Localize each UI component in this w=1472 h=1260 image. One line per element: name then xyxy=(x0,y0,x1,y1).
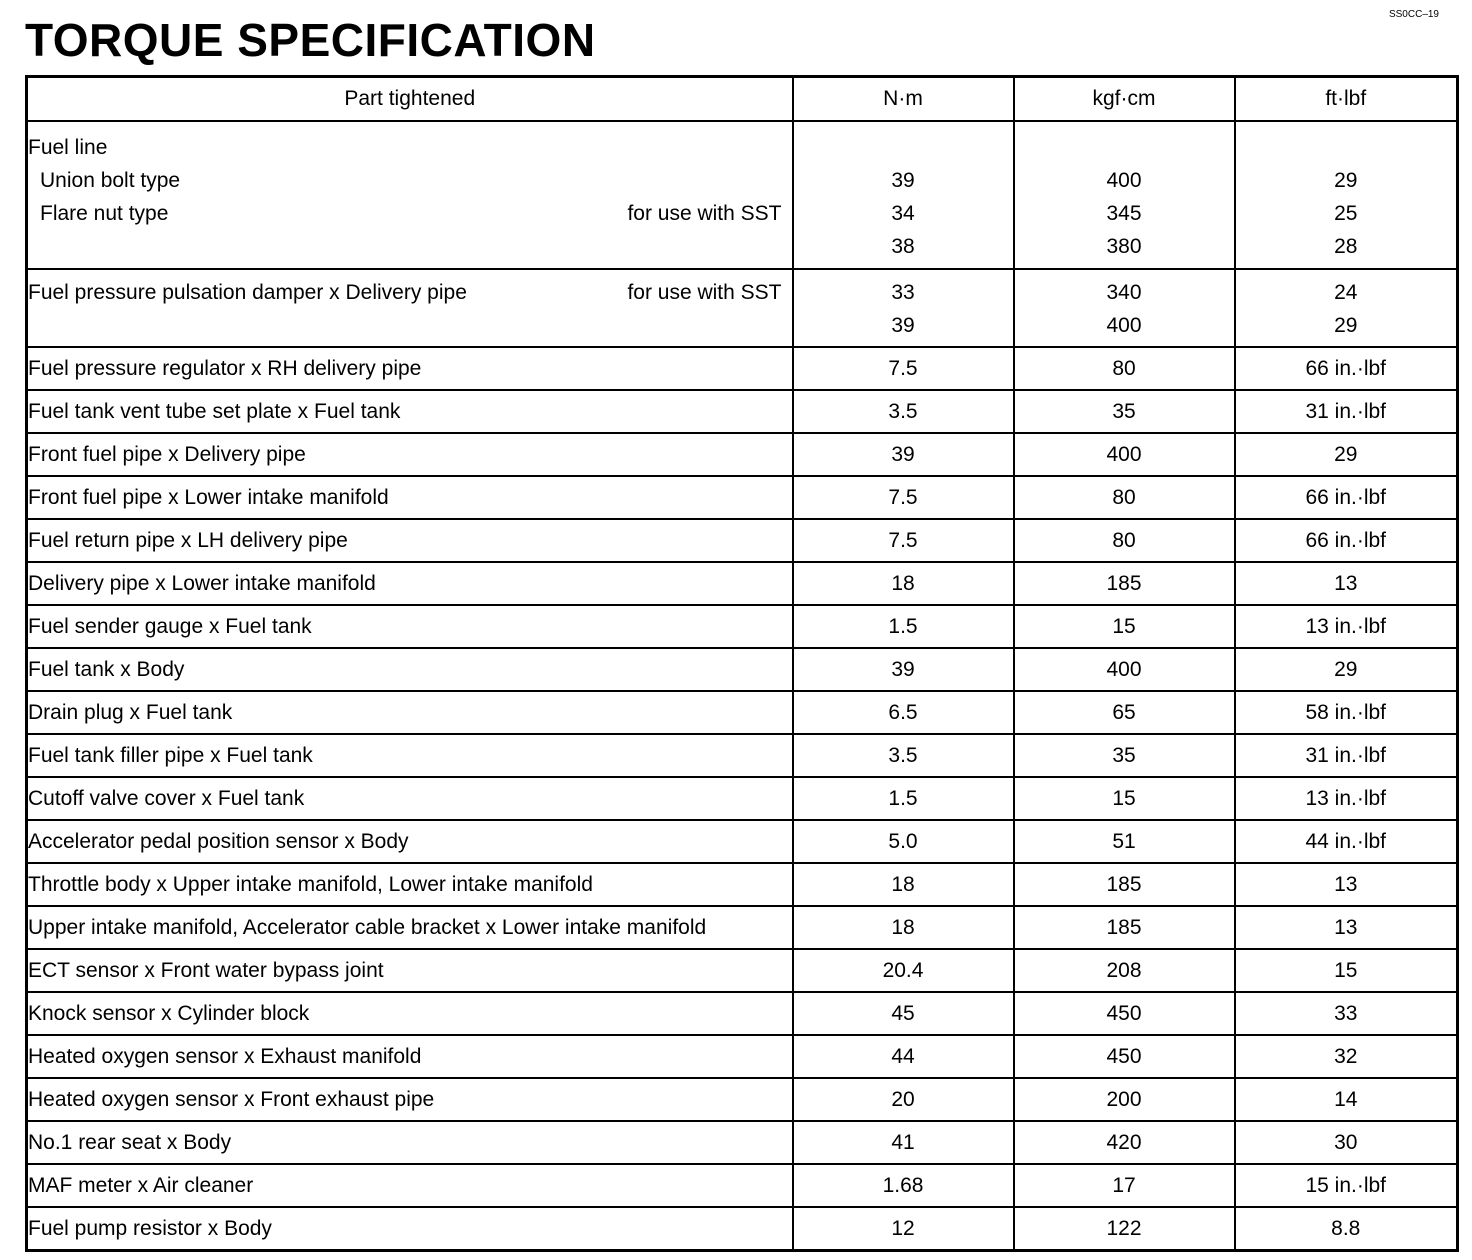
value-ftlbf: 66 in.·lbf xyxy=(1235,347,1458,390)
value-kgfcm: 122 xyxy=(1014,1207,1235,1251)
table-row xyxy=(27,433,1458,476)
table-row xyxy=(27,1035,1458,1078)
value-kgfcm: 35 xyxy=(1014,390,1235,433)
value-nm: 18 xyxy=(793,906,1014,949)
value-nm: 34 xyxy=(891,202,915,225)
value-kgfcm: 15 xyxy=(1014,777,1235,820)
part-cell: No.1 rear seat x Body xyxy=(27,1121,793,1164)
value-kgfcm: 35 xyxy=(1014,734,1235,777)
value-ftlbf: 29 xyxy=(1235,648,1458,691)
table-row xyxy=(27,648,1458,691)
page-title: TORQUE SPECIFICATION xyxy=(25,14,596,66)
value-kgfcm: 400 xyxy=(1106,314,1142,337)
table-row xyxy=(27,390,1458,433)
part-cell: Front fuel pipe x Lower intake manifold xyxy=(27,476,793,519)
value-kgfcm: 450 xyxy=(1014,992,1235,1035)
part-cell: Fuel pressure regulator x RH delivery pipe xyxy=(27,347,793,390)
part-cell: Accelerator pedal position sensor x Body xyxy=(27,820,793,863)
table-row xyxy=(27,691,1458,734)
fuel-line-kgfcm-cell xyxy=(1014,121,1235,269)
value-kgfcm: 80 xyxy=(1014,519,1235,562)
value-ftlbf: 13 xyxy=(1235,906,1458,949)
value-kgfcm: 420 xyxy=(1014,1121,1235,1164)
fuel-line-ftlbf-cell xyxy=(1235,121,1458,269)
part-cell: Fuel sender gauge x Fuel tank xyxy=(27,605,793,648)
value-kgfcm: 208 xyxy=(1014,949,1235,992)
torque-spec-table xyxy=(25,75,1459,1252)
header-nm: N·m xyxy=(793,77,1014,122)
part-cell: Delivery pipe x Lower intake manifold xyxy=(27,562,793,605)
value-kgfcm: 51 xyxy=(1014,820,1235,863)
value-kgfcm: 185 xyxy=(1014,562,1235,605)
sst-note: for use with SST xyxy=(627,202,782,225)
table-row xyxy=(27,777,1458,820)
part-cell: Heated oxygen sensor x Exhaust manifold xyxy=(27,1035,793,1078)
value-ftlbf: 29 xyxy=(1235,433,1458,476)
value-nm: 20.4 xyxy=(793,949,1014,992)
table-row xyxy=(27,1121,1458,1164)
part-cell: MAF meter x Air cleaner xyxy=(27,1164,793,1207)
table-row xyxy=(27,605,1458,648)
table-row xyxy=(27,347,1458,390)
part-cell: Fuel return pipe x LH delivery pipe xyxy=(27,519,793,562)
value-nm: 6.5 xyxy=(793,691,1014,734)
damper-row xyxy=(27,269,1458,347)
value-nm: 39 xyxy=(891,314,915,337)
flare-nut-type-line xyxy=(28,197,792,230)
table-row xyxy=(27,863,1458,906)
header-part-tightened: Part tightened xyxy=(27,77,793,122)
value-kgfcm: 80 xyxy=(1014,476,1235,519)
value-nm: 38 xyxy=(891,235,915,258)
value-kgfcm: 450 xyxy=(1014,1035,1235,1078)
damper-ftlbf-cell xyxy=(1235,269,1458,347)
value-ftlbf: 13 in.·lbf xyxy=(1235,777,1458,820)
value-nm: 3.5 xyxy=(793,390,1014,433)
fuel-line-row xyxy=(27,121,1458,269)
value-nm: 7.5 xyxy=(793,476,1014,519)
value-ftlbf: 13 in.·lbf xyxy=(1235,605,1458,648)
part-cell: Heated oxygen sensor x Front exhaust pipe xyxy=(27,1078,793,1121)
value-ftlbf: 8.8 xyxy=(1235,1207,1458,1251)
part-cell: Fuel tank filler pipe x Fuel tank xyxy=(27,734,793,777)
value-nm: 39 xyxy=(793,648,1014,691)
table-header-row xyxy=(27,77,1458,122)
value-nm: 5.0 xyxy=(793,820,1014,863)
value-kgfcm: 185 xyxy=(1014,863,1235,906)
table-row xyxy=(27,949,1458,992)
value-nm: 45 xyxy=(793,992,1014,1035)
flare-nut-type: Flare nut type xyxy=(40,202,169,225)
value-nm: 20 xyxy=(793,1078,1014,1121)
damper-nm-cell xyxy=(793,269,1014,347)
value-kgfcm: 400 xyxy=(1014,648,1235,691)
value-kgfcm: 200 xyxy=(1014,1078,1235,1121)
value-kgfcm: 185 xyxy=(1014,906,1235,949)
fuel-line-part-cell xyxy=(27,121,793,269)
value-ftlbf: 31 in.·lbf xyxy=(1235,734,1458,777)
part-cell: Knock sensor x Cylinder block xyxy=(27,992,793,1035)
header-ftlbf: ft·lbf xyxy=(1235,77,1458,122)
value-nm: 1.5 xyxy=(793,605,1014,648)
document-code: SS0CC–19 xyxy=(1388,9,1439,20)
value-nm: 18 xyxy=(793,863,1014,906)
value-ftlbf: 31 in.·lbf xyxy=(1235,390,1458,433)
table-row xyxy=(27,906,1458,949)
table-row xyxy=(27,1207,1458,1251)
value-nm: 1.5 xyxy=(793,777,1014,820)
header-kgfcm: kgf·cm xyxy=(1014,77,1235,122)
damper-line xyxy=(28,276,792,309)
sst-note: for use with SST xyxy=(627,281,782,304)
value-nm: 3.5 xyxy=(793,734,1014,777)
value-nm: 12 xyxy=(793,1207,1014,1251)
value-ftlbf: 66 in.·lbf xyxy=(1235,476,1458,519)
value-nm: 7.5 xyxy=(793,347,1014,390)
value-nm: 1.68 xyxy=(793,1164,1014,1207)
value-ftlbf: 66 in.·lbf xyxy=(1235,519,1458,562)
table-row xyxy=(27,562,1458,605)
fuel-line-nm-cell xyxy=(793,121,1014,269)
value-ftlbf: 32 xyxy=(1235,1035,1458,1078)
union-bolt-type: Union bolt type xyxy=(40,169,181,192)
value-ftlbf: 58 in.·lbf xyxy=(1235,691,1458,734)
value-ftlbf: 13 xyxy=(1235,562,1458,605)
value-kgfcm: 345 xyxy=(1106,202,1142,225)
part-cell: Front fuel pipe x Delivery pipe xyxy=(27,433,793,476)
value-ftlbf: 28 xyxy=(1334,235,1358,258)
value-kgfcm: 400 xyxy=(1014,433,1235,476)
value-kgfcm: 80 xyxy=(1014,347,1235,390)
table-row xyxy=(27,1078,1458,1121)
table-row xyxy=(27,1164,1458,1207)
table-row xyxy=(27,992,1458,1035)
part-cell: Fuel tank x Body xyxy=(27,648,793,691)
value-nm: 18 xyxy=(793,562,1014,605)
value-kgfcm: 15 xyxy=(1014,605,1235,648)
value-kgfcm: 65 xyxy=(1014,691,1235,734)
value-nm: 33 xyxy=(891,281,915,304)
value-ftlbf: 33 xyxy=(1235,992,1458,1035)
value-kgfcm: 17 xyxy=(1014,1164,1235,1207)
value-ftlbf: 25 xyxy=(1334,202,1358,225)
part-cell: Drain plug x Fuel tank xyxy=(27,691,793,734)
value-ftlbf: 29 xyxy=(1334,314,1358,337)
fuel-line-heading: Fuel line xyxy=(28,136,108,159)
part-cell: Fuel tank vent tube set plate x Fuel tank xyxy=(27,390,793,433)
value-ftlbf: 44 in.·lbf xyxy=(1235,820,1458,863)
value-ftlbf: 24 xyxy=(1334,281,1358,304)
damper-part-cell xyxy=(27,269,793,347)
value-nm: 39 xyxy=(891,169,915,192)
value-nm: 41 xyxy=(793,1121,1014,1164)
damper-part: Fuel pressure pulsation damper x Delivery pipe xyxy=(28,281,467,304)
part-cell: Upper intake manifold, Accelerator cable bracket x Lower intake manifold xyxy=(27,906,793,949)
value-kgfcm: 340 xyxy=(1106,281,1142,304)
value-kgfcm: 400 xyxy=(1106,169,1142,192)
value-nm: 7.5 xyxy=(793,519,1014,562)
table-row xyxy=(27,476,1458,519)
value-nm: 44 xyxy=(793,1035,1014,1078)
value-ftlbf: 30 xyxy=(1235,1121,1458,1164)
table-row xyxy=(27,519,1458,562)
part-cell: ECT sensor x Front water bypass joint xyxy=(27,949,793,992)
value-ftlbf: 29 xyxy=(1334,169,1358,192)
value-ftlbf: 15 in.·lbf xyxy=(1235,1164,1458,1207)
part-cell: Cutoff valve cover x Fuel tank xyxy=(27,777,793,820)
table-row xyxy=(27,820,1458,863)
value-ftlbf: 14 xyxy=(1235,1078,1458,1121)
part-cell: Fuel pump resistor x Body xyxy=(27,1207,793,1251)
value-ftlbf: 13 xyxy=(1235,863,1458,906)
damper-kgfcm-cell xyxy=(1014,269,1235,347)
table-row xyxy=(27,734,1458,777)
value-kgfcm: 380 xyxy=(1106,235,1142,258)
value-nm: 39 xyxy=(793,433,1014,476)
value-ftlbf: 15 xyxy=(1235,949,1458,992)
part-cell: Throttle body x Upper intake manifold, Lower intake manifold xyxy=(27,863,793,906)
